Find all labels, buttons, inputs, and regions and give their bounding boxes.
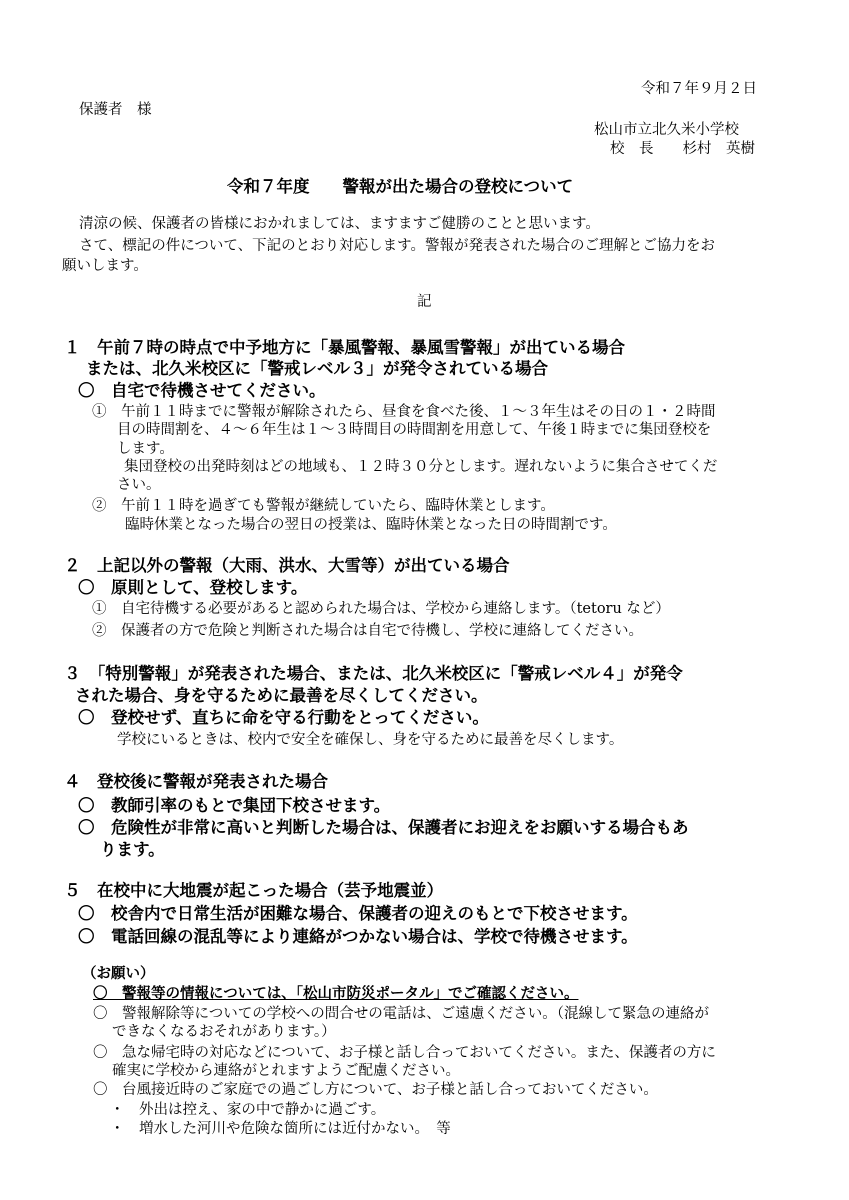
section-1-item-1-line-4: 集団登校の出発時刻はどの地域も、１２時３０分とします。遅れないように集合させてくだ	[124, 459, 718, 475]
section-4-heading: ４ 登校後に警報が発表された場合	[64, 772, 328, 791]
section-3-heading-1: ３ 「特別警報」が発表された場合、または、北久米校区に「警戒レベル４」が発令	[64, 664, 683, 683]
section-3-heading-2: された場合、身を守るために最善を尽くしてください。	[75, 686, 488, 705]
section-4-point-2-line-2: ります。	[100, 840, 165, 859]
section-2-item-2: ② 保護者の方で危険と判断された場合は自宅で待機し、学校に連絡してください。	[92, 623, 643, 639]
request-item-4: 〇 台風接近時のご家庭での過ごし方について、お子様と話し合っておいてください。	[93, 1082, 658, 1098]
section-4-point-2-line-1: 〇 危険性が非常に高いと判断した場合は、保護者にお迎えをお願いする場合もあ	[78, 818, 689, 837]
request-label: （お願い）	[82, 966, 155, 982]
section-1-item-1-line-1: ① 午前１１時までに警報が解除されたら、昼食を食べた後、１～３年生はその日の１・２時間	[92, 404, 716, 420]
intro-line-3: 願いします。	[62, 258, 148, 274]
request-bullet-1: ・ 外出は控え、家の中で静かに過ごす。	[110, 1102, 386, 1118]
section-2-item-1: ① 自宅待機する必要があると認められた場合は、学校から連絡します。（tetoru など）	[92, 601, 670, 617]
section-1-item-1-line-2: 目の時間割を、４～６年生は１～３時間目の時間割を用意して、午後１時までに集団登校を	[117, 422, 712, 438]
request-item-2-line-1: 〇 警報解除等についての学校への問合せの電話は、ご遠慮ください。（混線して緊急の連絡が	[93, 1006, 709, 1022]
section-1-point: 〇 自宅で待機させてください。	[78, 381, 326, 400]
section-1-item-2-line-1: ② 午前１１時を過ぎても警報が継続していたら、臨時休業とします。	[92, 498, 555, 514]
school-name: 松山市立北久米小学校	[594, 122, 739, 138]
section-5-point-2: 〇 電話回線の混乱等により連絡がつかない場合は、学校で待機させます。	[78, 927, 638, 946]
section-1-item-1-line-3: します。	[117, 441, 174, 457]
request-bullet-2: ・ 増水した河川や危険な箇所には近付かない。 等	[110, 1121, 451, 1137]
section-2-heading: ２ 上記以外の警報（大雨、洪水、大雪等）が出ている場合	[64, 556, 510, 575]
principal-name: 校 長 杉村 英樹	[610, 141, 755, 157]
intro-line-2: さて、標記の件について、下記のとおり対応します。警報が発表された場合のご理解とご協力をお	[79, 238, 715, 254]
document-date: 令和７年９月２日	[641, 81, 757, 97]
section-1-item-2-line-2: 臨時休業となった場合の翌日の授業は、臨時休業となった日の時間割です。	[125, 517, 617, 533]
section-1-heading-2: または、北久米校区に「警戒レベル３」が発令されている場合	[86, 359, 548, 378]
request-item-3-line-1: 〇 急な帰宅時の対応などについて、お子様と話し合っておいてください。また、保護者の方に	[93, 1045, 716, 1061]
document-title: 令和７年度 警報が出た場合の登校について	[227, 177, 574, 196]
section-1-heading-1: １ 午前７時の時点で中予地方に「暴風警報、暴風雪警報」が出ている場合	[64, 338, 625, 357]
addressee: 保護者 様	[79, 102, 152, 118]
section-2-point: 〇 原則として、登校します。	[78, 578, 308, 597]
section-5-point-1: 〇 校舎内で日常生活が困難な場合、保護者の迎えのもとで下校させます。	[78, 904, 638, 923]
section-3-point: 〇 登校せず、直ちに命を守る行動をとってください。	[78, 708, 489, 727]
section-4-point-1: 〇 教師引率のもとで集団下校させます。	[78, 796, 391, 815]
request-item-3-line-2: 確実に学校から連絡がとれますようご配慮ください。	[112, 1063, 460, 1079]
section-1-item-1-line-5: さい。	[117, 477, 161, 493]
section-3-note: 学校にいるときは、校内で安全を確保し、身を守るために最善を尽くします。	[117, 732, 624, 748]
ki-mark: 記	[417, 294, 432, 310]
intro-line-1: 清涼の候、保護者の皆様におかれましては、ますますご健勝のことと思います。	[79, 216, 600, 232]
request-item-2-line-2: できなくなるおそれがあります。）	[112, 1024, 336, 1040]
section-5-heading: ５ 在校中に大地震が起こった場合（芸予地震並）	[64, 881, 444, 900]
request-item-1: 〇 警報等の情報については、「松山市防災ポータル」でご確認ください。	[93, 986, 579, 1002]
